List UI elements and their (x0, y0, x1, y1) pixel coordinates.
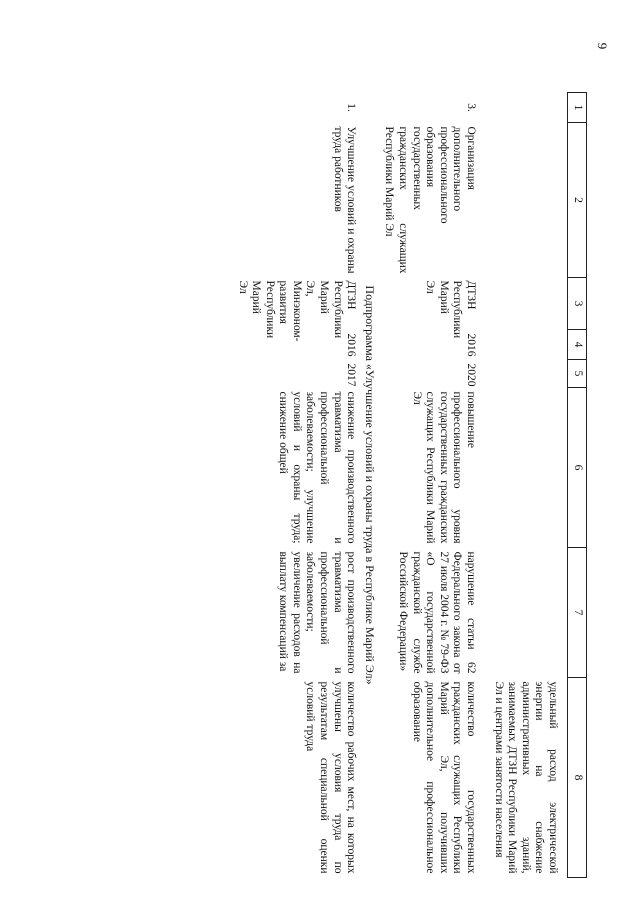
row3-name: Организация дополнительного профессионального образования государственных гражданских служащих Республики Марий Эл (383, 126, 478, 274)
subprogram-heading-row (357, 93, 382, 878)
row3-consequences: нарушение статьи 62 Федерального закона от 27 июля 2004 г. № 79-ФЗ «О государственной гражданской службе Российской Федерации» (397, 551, 478, 674)
row1-indicator: количество рабочих мест, на которых улучшены условия труда по результатам специальной оценки условий труда (304, 681, 358, 874)
header-col-7: 7 (568, 548, 587, 678)
row3-executor: ДТЗН Республики Марий Эл (424, 280, 478, 339)
row1-consequences: рост производственного травматизма и профессиональной заболеваемости; увеличение расходов на выплату компенсаций за (277, 551, 358, 674)
row1-name: Улучшение условий и охраны труда работников (331, 126, 358, 274)
continuation-indicator: удельный расход электрической энергии на снабжение административных зданий, занимаемых ДТЗН Республики Марий Эл и центрами занятости населения (492, 681, 559, 874)
program-table (235, 92, 587, 878)
row3-number: 3. (465, 103, 478, 112)
table-row-3 (382, 93, 477, 878)
header-col-4: 4 (568, 330, 587, 360)
header-col-1: 1 (568, 93, 587, 123)
row3-end-year: 2020 (465, 363, 478, 387)
table-header-row (568, 93, 587, 878)
header-col-2: 2 (568, 123, 587, 278)
row1-end-year: 2017 (345, 363, 358, 387)
row1-executor: ДТЗН Республики Марий Эл, Минэконом-развития Республики Марий Эл (236, 280, 358, 342)
page-number: 9 (595, 42, 610, 50)
table-row-1 (235, 93, 357, 878)
header-col-3: 3 (568, 278, 587, 330)
table-row-continuation (477, 93, 567, 878)
row3-result: повышение профессионального уровня государственных гражданских служащих Республики Марий Эл (410, 391, 478, 544)
subprogram-title: Подпрограмма «Улучшение условий и охраны труда в Республике Марий Эл» (362, 285, 377, 685)
header-col-5: 5 (568, 360, 587, 388)
row1-start-year: 2016 (345, 333, 358, 357)
header-col-8: 8 (568, 678, 587, 878)
row3-indicator: количество государственных гражданских служащих Республики Марий Эл, получивших дополнительное профессиональное образование (410, 681, 478, 874)
row3-start-year: 2016 (465, 333, 478, 357)
header-col-6: 6 (568, 388, 587, 548)
row1-result: снижение производственного травматизма и профессиональной заболеваемости; улучшение условий и охраны труда; снижение общей (277, 391, 358, 544)
row1-number: 1. (345, 103, 358, 112)
